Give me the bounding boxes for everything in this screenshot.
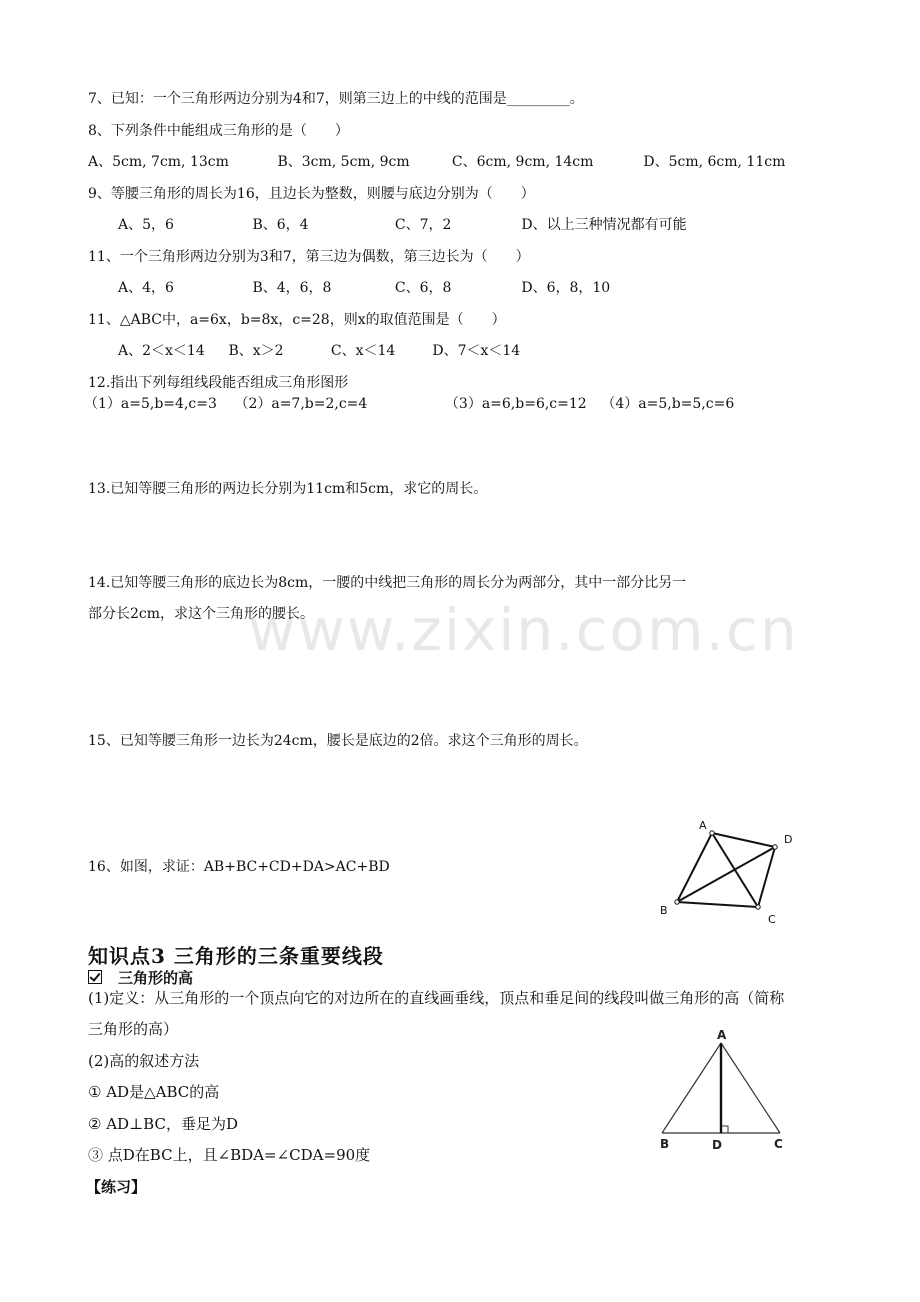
subsection-title: [88, 967, 193, 988]
option-d: D、5cm, 6cm, 11cm: [643, 154, 786, 170]
question-8-stem: 8、下列条件中能组成三角形的是（ ）: [88, 123, 349, 139]
watermark: www.zixin.com.cn: [248, 596, 799, 664]
practice-label: 【练习】: [86, 1178, 147, 1196]
definition-line1: (1)定义：从三角形的一个顶点向它的对边所在的直线画垂线，顶点和垂足间的线段叫做三角形的高（简称: [88, 989, 785, 1007]
option-d: D、6，8，10: [521, 280, 611, 296]
item-3: （3）a=6,b=6,c=12: [444, 396, 587, 412]
side-ac: [721, 1043, 780, 1133]
item-4: （4）a=5,b=5,c=6: [601, 396, 735, 412]
option-b: B、4，6，8: [252, 280, 332, 296]
point-d: [773, 845, 777, 849]
question-9-options: [118, 215, 687, 235]
item-1: （1）a=5,b=4,c=3: [84, 396, 217, 412]
question-14-line2: 部分长2cm，求这个三角形的腰长。: [88, 606, 315, 622]
label-c: C: [774, 1137, 783, 1151]
option-b: B、6，4: [252, 217, 309, 233]
option-b: B、3cm, 5cm, 9cm: [277, 154, 410, 170]
question-11a-stem: 11、一个三角形两边分别为3和7，第三边为偶数，第三边长为（ ）: [88, 249, 530, 265]
label-a: A: [717, 1028, 727, 1042]
question-7: 7、已知：一个三角形两边分别为4和7，则第三边上的中线的范围是_________。: [88, 91, 584, 107]
option-d: D、7＜x＜14: [432, 343, 521, 359]
item-2: （2）a=7,b=2,c=4: [234, 396, 368, 412]
option-c: C、6cm, 9cm, 14cm: [451, 154, 594, 170]
label-b: B: [660, 904, 668, 917]
question-16: 16、如图，求证：AB+BC+CD+DA>AC+BD: [88, 859, 390, 875]
question-12-stem: 12.指出下列每组线段能否组成三角形图形: [88, 375, 349, 391]
method-1: ① AD是△ABC的高: [88, 1083, 220, 1101]
point-c: [756, 905, 760, 909]
segment-cb: [677, 902, 758, 907]
question-15: 15、已知等腰三角形一边长为24cm，腰长是底边的2倍。求这个三角形的周长。: [88, 733, 588, 749]
question-8-options: [88, 152, 785, 172]
label-c: C: [768, 913, 776, 926]
method-2: ② AD⊥BC，垂足为D: [88, 1115, 238, 1133]
question-11b-stem: 11、△ABC中，a=6x，b=8x，c=28，则x的取值范围是（ ）: [88, 312, 506, 328]
option-d: D、以上三种情况都有可能: [521, 217, 687, 233]
question-14-line1: 14.已知等腰三角形的底边长为8cm，一腰的中线把三角形的周长分为两部分，其中一部分比另一: [88, 575, 687, 591]
quadrilateral-figure: [650, 812, 810, 930]
question-11a-options: [118, 278, 610, 298]
side-ab: [662, 1043, 721, 1133]
point-a: [710, 831, 714, 835]
triangle-altitude-figure: [650, 1025, 790, 1155]
option-a: A、2＜x＜14: [118, 343, 205, 359]
option-c: C、6，8: [394, 280, 452, 296]
option-c: C、7，2: [394, 217, 452, 233]
checkbox-icon: [88, 970, 102, 984]
question-12-items: [84, 394, 734, 414]
option-c: C、x＜14: [330, 343, 396, 359]
subsection-label: 三角形的高: [118, 969, 194, 987]
label-d: D: [712, 1138, 722, 1152]
question-11b-options: [118, 341, 520, 361]
option-b: B、x＞2: [228, 343, 284, 359]
question-13: 13.已知等腰三角形的两边长分别为11cm和5cm，求它的周长。: [88, 481, 488, 497]
option-a: A、4，6: [118, 280, 174, 296]
label-d: D: [784, 833, 793, 846]
point-b: [675, 900, 679, 904]
method-title: (2)高的叙述方法: [88, 1052, 200, 1070]
option-a: A、5cm, 7cm, 13cm: [88, 154, 229, 170]
method-3: ③ 点D在BC上，且∠BDA=∠CDA=90度: [88, 1146, 371, 1164]
definition-line2: 三角形的高）: [88, 1020, 179, 1038]
label-b: B: [660, 1137, 670, 1151]
label-a: A: [699, 819, 707, 832]
segment-ad: [712, 833, 775, 847]
section-title: 知识点3 三角形的三条重要线段: [88, 944, 384, 968]
option-a: A、5，6: [118, 217, 174, 233]
question-9-stem: 9、等腰三角形的周长为16，且边长为整数，则腰与底边分别为（ ）: [88, 186, 535, 202]
